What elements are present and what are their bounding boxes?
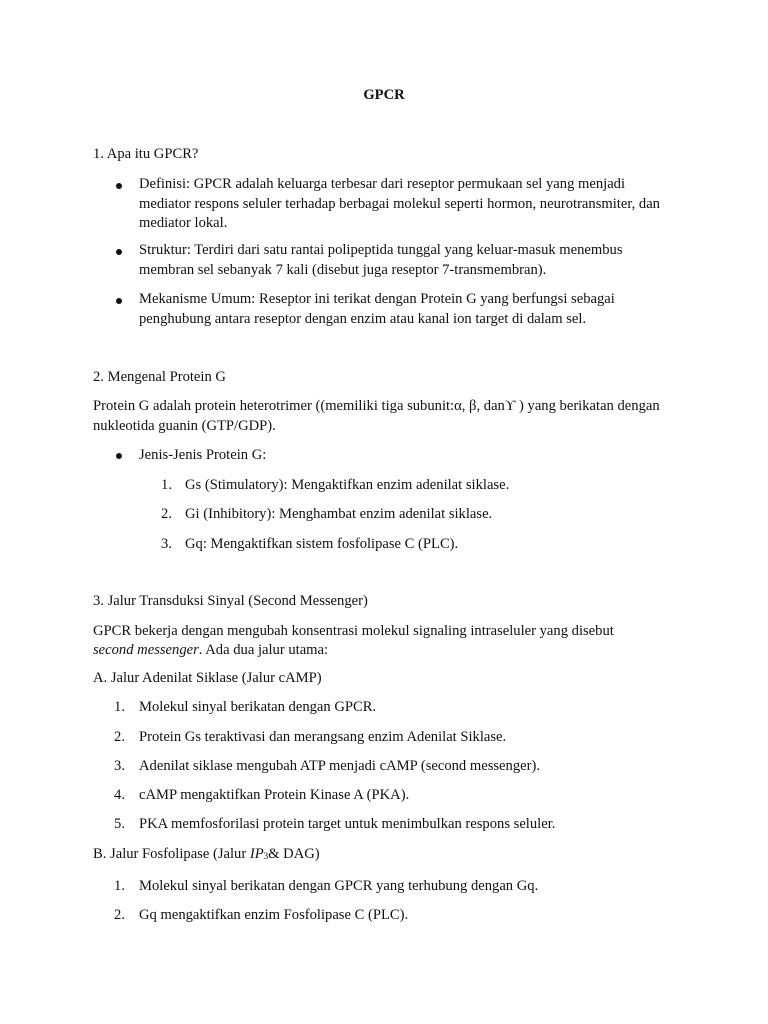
camp-step: PKA memfosforilasi protein target untuk menimbulkan respons seluler.	[139, 816, 556, 832]
s3-paragraph-line-2: second messenger. Ada dua jalur utama:	[93, 642, 329, 658]
list-number: 4.	[114, 787, 125, 803]
bullet-icon	[116, 298, 122, 304]
plc-step: Molekul sinyal berikatan dengan GPCR yang terhubung dengan Gq.	[139, 878, 539, 894]
protein-g-item: Gq: Mengaktifkan sistem fosfolipase C (PLC).	[185, 536, 459, 552]
list-number: 3.	[114, 758, 125, 774]
section-2-heading: 2. Mengenal Protein G	[93, 369, 226, 385]
s2-bullet-jenis: Jenis-Jenis Protein G:	[139, 447, 267, 463]
bullet-icon	[116, 453, 122, 459]
camp-step: Molekul sinyal berikatan dengan GPCR.	[139, 699, 377, 715]
s3-paragraph-line-1: GPCR bekerja dengan mengubah konsentrasi molekul signaling intraseluler yang disebut	[93, 623, 614, 639]
camp-step: Protein Gs teraktivasi dan merangsang enzim Adenilat Siklase.	[139, 729, 507, 745]
s1-bullet-definisi: Definisi: GPCR adalah keluarga terbesar dari reseptor permukaan sel yang menjadi mediator respons seluler terhadap berbagai molekul seperti hormon, neurotransmiter, dan mediator lokal.	[139, 176, 660, 231]
protein-g-item: Gi (Inhibitory): Menghambat enzim adenilat siklase.	[185, 506, 493, 522]
plc-step: Gq mengaktifkan enzim Fosfolipase C (PLC).	[139, 907, 409, 923]
list-number: 1.	[114, 878, 125, 894]
list-number: 5.	[114, 816, 125, 832]
list-number: 2.	[114, 907, 125, 923]
list-number: 2.	[114, 729, 125, 745]
list-number: 3.	[161, 536, 172, 552]
camp-step: cAMP mengaktifkan Protein Kinase A (PKA).	[139, 787, 410, 803]
protein-g-item: Gs (Stimulatory): Mengaktifkan enzim adenilat siklase.	[185, 477, 510, 493]
bullet-icon	[116, 183, 122, 189]
second-messenger-term: second messenger	[93, 642, 199, 658]
s1-bullet-mekanisme: Mekanisme Umum: Reseptor ini terikat dengan Protein G yang berfungsi sebagai penghubung antara reseptor dengan enzim atau kanal ion target di dalam sel.	[139, 291, 615, 327]
list-number: 1.	[114, 699, 125, 715]
bullet-icon	[116, 249, 122, 255]
subsection-b-heading: B. Jalur Fosfolipase (Jalur $IP_3\&$ DAG)	[93, 846, 320, 862]
camp-step: Adenilat siklase mengubah ATP menjadi cAMP (second messenger).	[139, 758, 540, 774]
section-1-heading: 1. Apa itu GPCR?	[93, 146, 199, 162]
document-title: GPCR	[363, 87, 405, 103]
subsection-a-heading: A. Jalur Adenilat Siklase (Jalur cAMP)	[93, 670, 322, 686]
s2-paragraph: Protein G adalah protein heterotrimer ((memiliki tiga subunit:α, β, danϒ ) yang berikatan dengan nukleotida guanin (GTP/GDP).	[93, 398, 660, 434]
list-number: 2.	[161, 506, 172, 522]
section-3-heading: 3. Jalur Transduksi Sinyal (Second Messenger)	[93, 593, 368, 609]
list-number: 1.	[161, 477, 172, 493]
s1-bullet-struktur: Struktur: Terdiri dari satu rantai polipeptida tunggal yang keluar-masuk menembus membran sel sebanyak 7 kali (disebut juga reseptor 7-transmembran).	[139, 242, 623, 278]
